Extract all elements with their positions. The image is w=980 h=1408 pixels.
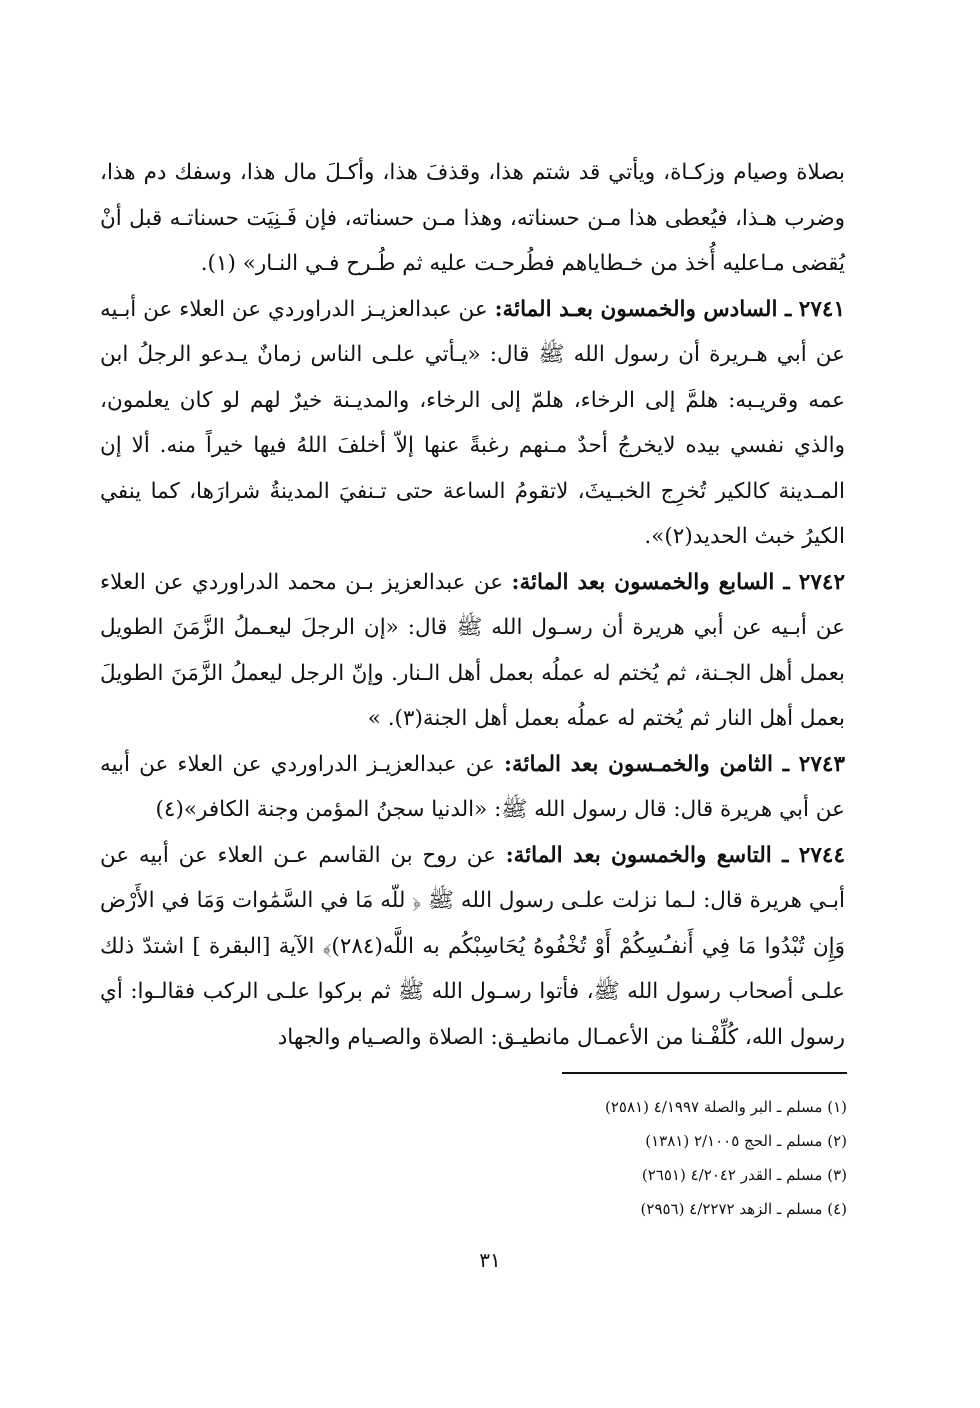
hadith-text: عن روح بن القاسم عـن العلاء عن أبيه عن أبـي هريرة قال: لـما نزلت علـى رسول الله ﷺ ﴿ للّه مَا في السَّمَٰوات وَمَا في الأَرْض وَإِن تُبْدُوا مَا فِي أَنفـُسِكُمْ أَوْ تُخْفُوهُ يُحَاسِبْكُم به اللَّه(٢٨٤)﴾ الآية [البقرة ] اشتدّ ذلك علـى أصحاب رسول الله ﷺ، فأتوا رسـول الله ﷺ ثم بركوا علـى الركب فقالـوا: أي رسول الله، كُلِّفْـنا من الأعمـال مانطيـق: الصلاة والصـيام والجهاد xyxy=(100,842,845,1050)
hadith-heading: ٢٧٤٣ ـ الثامن والخمـسون بعد المائة: xyxy=(504,751,845,777)
hadith-heading: ٢٧٤١ ـ السادس والخمسون بعـد المائة: xyxy=(494,296,845,322)
hadith-heading: ٢٧٤٢ ـ السابع والخمسون بعد المائة: xyxy=(511,569,845,595)
footnotes-list xyxy=(400,1090,847,1226)
page-number: ٣١ xyxy=(479,1248,501,1272)
hadith-text: عن عبدالعزيـز الدراوردي عن العلاء عن أبيه عن أبي هريرة قال: قال رسول الله ﷺ: «الدنيا سجنُ المؤمن وجنة الكافر»(٤) xyxy=(100,751,845,822)
hadith-text: عن عبدالعزيـز الدراوردي عن العلاء عن أبـيه عن أبي هـريرة أن رسول الله ﷺ قال: «يـأتي علـى الناس زمانٌ يـدعو الرجلُ ابن عمه وقريـبه: هلمَّ إلى الرخاء، هلمّ إلى الرخاء، والمديـنة خيرٌ لهم لو كان يعلمون، والذي نفسي بيده لايخرجُ أحدٌ مـنهم رغبةً عنها إلاّ أخلفَ اللهُ فيها خيراً منه. ألا إن المـدينة كالكير تُخرِج الخبـيثَ، لاتقومُ الساعة حتى تـنفيَ المدينةُ شرارَها، كما ينفي الكيرُ خبث الحديد(٢)». xyxy=(100,296,845,549)
footnote-item: (٣) مسلم ـ القدر ٤/٢٠٤٢ (٢٦٥١) xyxy=(641,1166,847,1184)
hadith-heading: ٢٧٤٤ ـ التاسع والخمسون بعد المائة: xyxy=(505,842,845,868)
continuation-paragraph: بصلاة وصيام وزكـاة، ويأتي قد شتم هذا، وقذفَ هذا، وأكـلَ مال هذا، وسفك دم هذا، وضرب هـذا، فيُعطى هذا مـن حسناته، وهذا مـن حسناته، فإن فَـنِيَت حسناتـه قبل أنْ يُقضى مـاعليه أُخذ من خـطاياهم فطُرحـت عليه ثم طُـرح فـي النـار» (١). xyxy=(100,160,845,276)
hadith-paragraph xyxy=(100,287,845,560)
footnote-item: (٢) مسلم ـ الحج ٢/١٠٠٥ (١٣٨١) xyxy=(645,1132,847,1150)
main-text xyxy=(100,150,845,1060)
hadith-text: عن عبدالعزيز بـن محمد الدراوردي عن العلاء عن أبـيه عن أبي هريرة أن رسـول الله ﷺ قال: «إن الرجلَ ليعـملُ الزَّمَنَ الطويل بعمل أهل الجـنة، ثم يُختم له عملُه بعمل أهل الـنار. وإنّ الرجل ليعملُ الزَّمَنَ الطويلَ بعمل أهل النار ثم يُختم له عملُه بعمل أهل الجنة(٣). » xyxy=(100,569,845,731)
footnote-item: (١) مسلم ـ البر والصلة ٤/١٩٩٧ (٢٥٨١) xyxy=(605,1098,847,1116)
hadith-paragraph xyxy=(100,742,845,833)
footnote-divider xyxy=(562,1072,847,1074)
hadith-paragraph xyxy=(100,560,845,742)
hadith-paragraph xyxy=(100,833,845,1061)
footnote-item: (٤) مسلم ـ الزهد ٤/٢٢٧٢ (٢٩٥٦) xyxy=(640,1200,847,1218)
